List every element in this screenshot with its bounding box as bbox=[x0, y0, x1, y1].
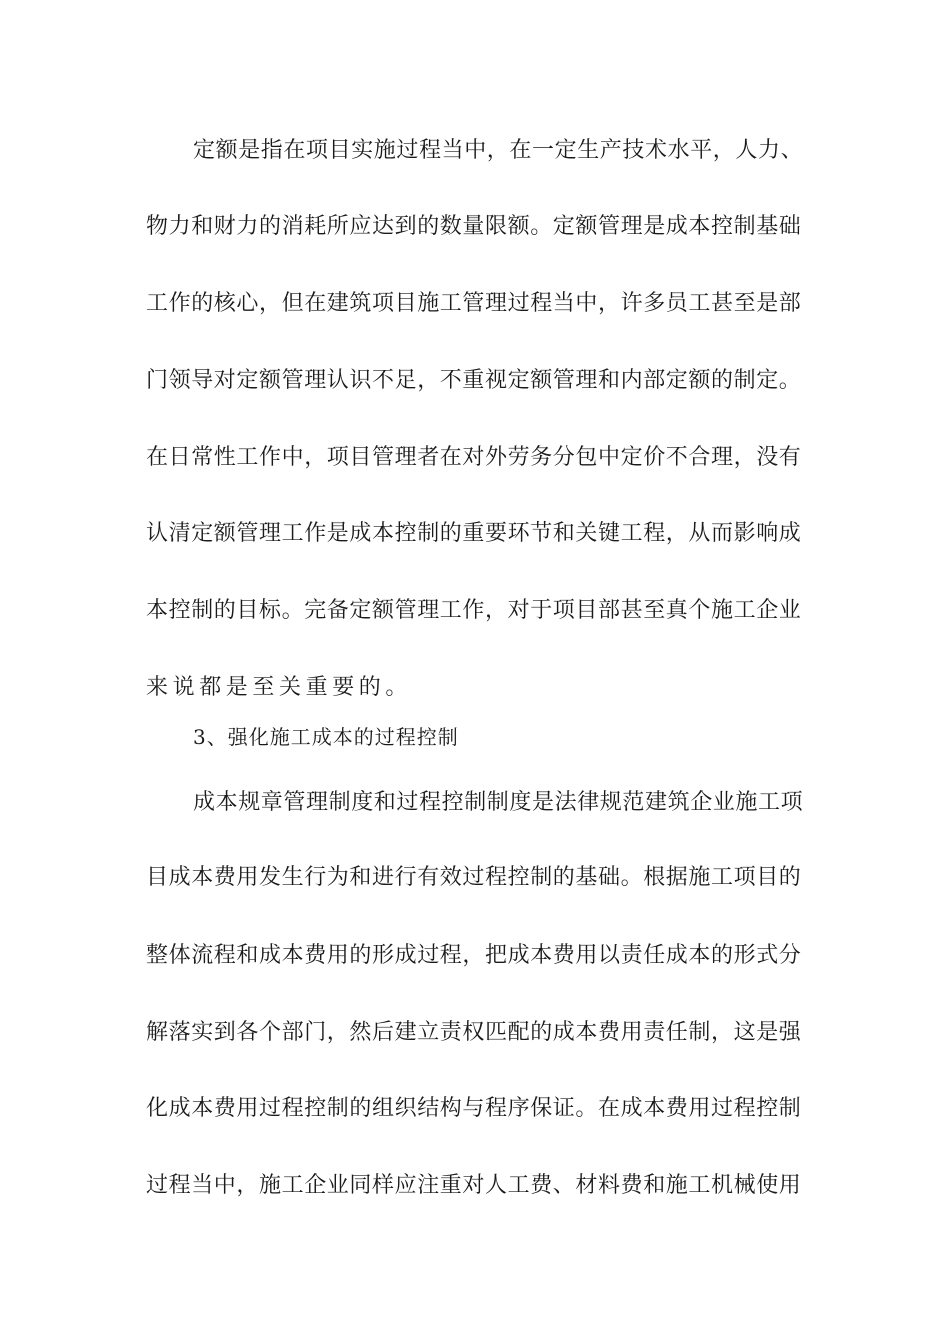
paragraph-2-line-3: 整体流程和成本费用的形成过程，把成本费用以责任成本的形式分 bbox=[146, 943, 802, 968]
paragraph-1-line-4: 门领导对定额管理认识不足，不重视定额管理和内部定额的制定。 bbox=[146, 368, 802, 393]
section-heading: 3、强化施工成本的过程控制 bbox=[193, 725, 459, 749]
paragraph-2-line-6: 过程当中，施工企业同样应注重对人工费、材料费和施工机械使用 bbox=[146, 1173, 802, 1198]
paragraph-2-line-1: 成本规章管理制度和过程控制制度是法律规范建筑企业施工项 bbox=[193, 790, 804, 815]
paragraph-1-line-8: 来说都是至关重要的。 bbox=[146, 675, 413, 700]
paragraph-2-line-2: 目成本费用发生行为和进行有效过程控制的基础。根据施工项目的 bbox=[146, 865, 802, 890]
paragraph-1-line-2: 物力和财力的消耗所应达到的数量限额。定额管理是成本控制基础 bbox=[146, 214, 802, 239]
paragraph-1-line-1: 定额是指在项目实施过程当中，在一定生产技术水平，人力、 bbox=[193, 138, 804, 163]
paragraph-1-line-5: 在日常性工作中，项目管理者在对外劳务分包中定价不合理，没有 bbox=[146, 445, 802, 470]
paragraph-1-line-3: 工作的核心，但在建筑项目施工管理过程当中，许多员工甚至是部 bbox=[146, 291, 802, 316]
paragraph-2-line-4: 解落实到各个部门，然后建立责权匹配的成本费用责任制，这是强 bbox=[146, 1020, 802, 1045]
paragraph-2-line-5: 化成本费用过程控制的组织结构与程序保证。在成本费用过程控制 bbox=[146, 1096, 802, 1121]
paragraph-1-line-6: 认清定额管理工作是成本控制的重要环节和关键工程，从而影响成 bbox=[146, 521, 802, 546]
paragraph-1-line-7: 本控制的目标。完备定额管理工作，对于项目部甚至真个施工企业 bbox=[146, 598, 802, 623]
